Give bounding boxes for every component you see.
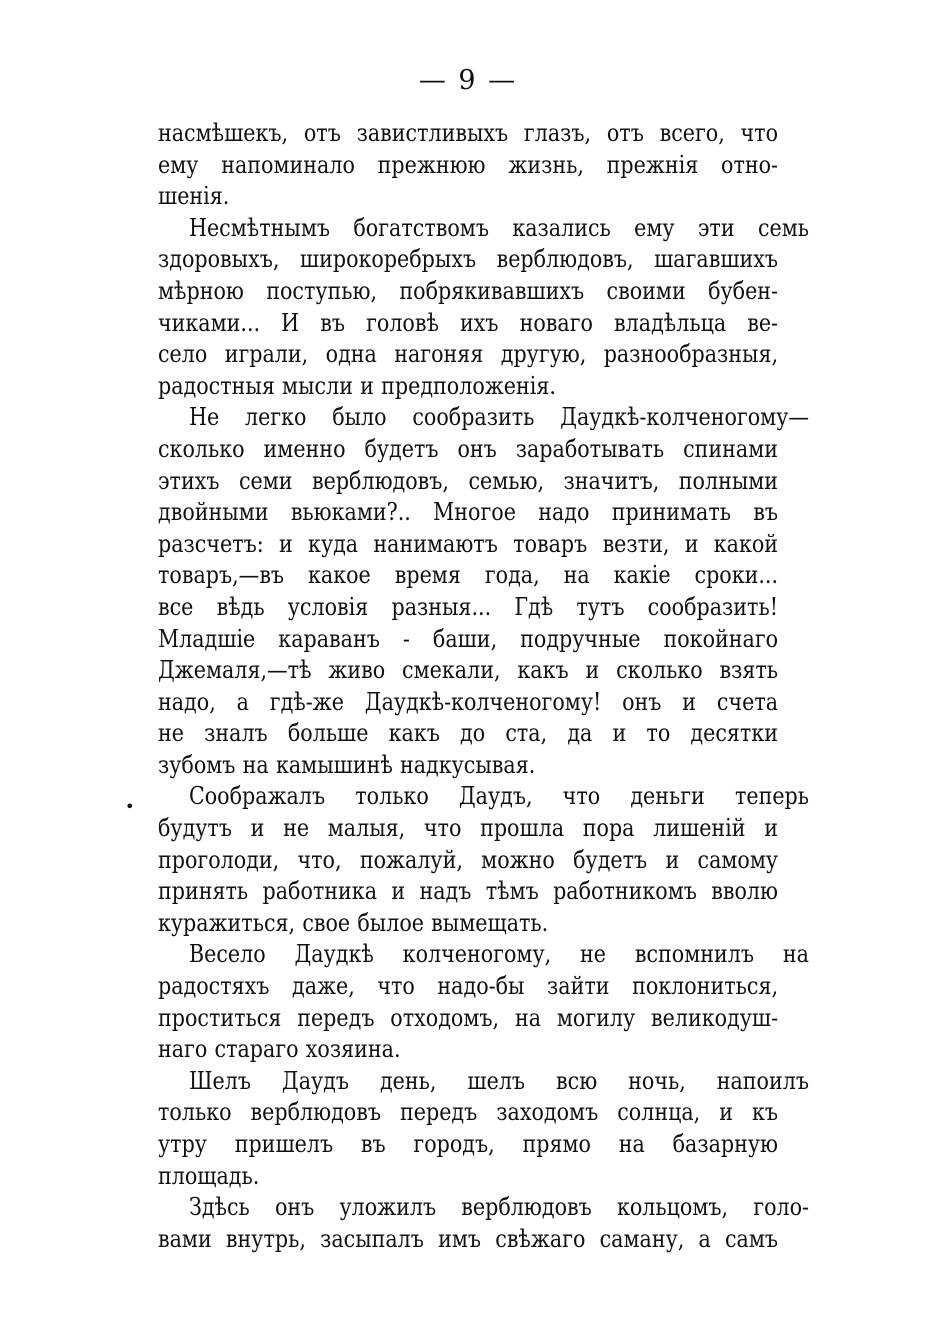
text-line: Не легко было сообразить Даудкѣ-колченогому— [188,403,809,432]
text-line: все вѣдь условія разныя... Гдѣ тутъ сообразить! [158,592,778,621]
paragraph [158,939,809,1065]
text-line: Здѣсь онъ уложилъ верблюдовъ кольцомъ, голо- [188,1193,810,1222]
text-line: наго стараго хозяина. [158,1035,401,1064]
text-line: разсчетъ: и куда нанимаютъ товаръ везти, и какой [158,529,779,558]
text-line: село играли, одна нагоняя другую, разнообразныя, [158,340,779,369]
text-line: не зналъ больше какъ до ста, да и то десятки [158,719,779,748]
text-line: Младшіе караванъ - баши, подручные покойнаго [158,624,779,653]
text-line: площадь. [158,1161,260,1190]
text-line: насмѣшекъ, отъ завистливыхъ глазъ, отъ всего, что [158,119,778,147]
text-line: зубомъ на камышинѣ надкусывая. [158,750,536,779]
text-line: двойными вьюками?.. Многое надо принимать въ [158,498,779,527]
text-line: чиками... И въ головѣ ихъ новаго владѣльца ве- [158,308,779,337]
text-line: вами внутрь, засыпалъ имъ свѣжаго саману, а самъ [158,1224,779,1253]
text-line: радостныя мысли и предположенія. [158,371,556,400]
text-line: куражиться, свое былое вымещать. [158,908,549,937]
paragraph [158,1192,810,1255]
text-line: товаръ,—въ какое время года, на какіе сроки... [158,561,779,590]
text-line: проститься передъ отходомъ, на могилу великодуш- [158,1003,779,1032]
text-line: Весело Даудкѣ колченогому, не вспомнилъ на [188,940,809,969]
page-number: — 9 — [418,65,518,96]
text-line: проголоди, что, пожалуй, можно будетъ и самому [158,845,779,874]
text-line: принять работника и надъ тѣмъ работникомъ вволю [158,877,779,906]
text-line: Джемаля,—тѣ живо смекали, какъ и сколько взять [158,656,779,685]
text-line: Соображалъ только Даудъ, что деньги теперь [188,782,810,811]
text-line: радостяхъ даже, что надо-бы зайти поклониться, [158,972,779,1001]
paragraph [158,213,810,403]
body-text [158,118,810,1255]
text-line: мѣрною поступью, побрякивавшихъ своими бубен- [158,276,779,305]
paragraph [158,781,810,939]
text-line: шенія. [158,182,230,211]
text-line: здоровыхъ, широкоребрыхъ верблюдовъ, шагавшихъ [158,245,779,274]
text-line: будутъ и не малыя, что прошла пора лишеній и [158,814,778,843]
paragraph [158,118,778,213]
text-line: этихъ семи верблюдовъ, семью, значитъ, полными [158,466,779,495]
text-line: Шелъ Даудъ день, шелъ всю ночь, напоилъ [188,1066,809,1095]
margin-mark: • [125,797,135,816]
text-line: Несмѣтнымъ богатствомъ казались ему эти семь [188,213,810,242]
text-line: только верблюдовъ передъ заходомъ солнца, и къ [158,1098,779,1127]
text-line: ему напоминало прежнюю жизнь, прежнія отно- [158,150,779,179]
text-line: утру пришелъ въ городъ, прямо на базарную [158,1130,778,1158]
paragraph [158,402,809,781]
text-line: сколько именно будетъ онъ заработывать спинами [158,434,779,463]
text-line: надо, а гдѣ-же Даудкѣ-колченогому! онъ и счета [158,687,779,716]
paragraph [158,1066,809,1192]
